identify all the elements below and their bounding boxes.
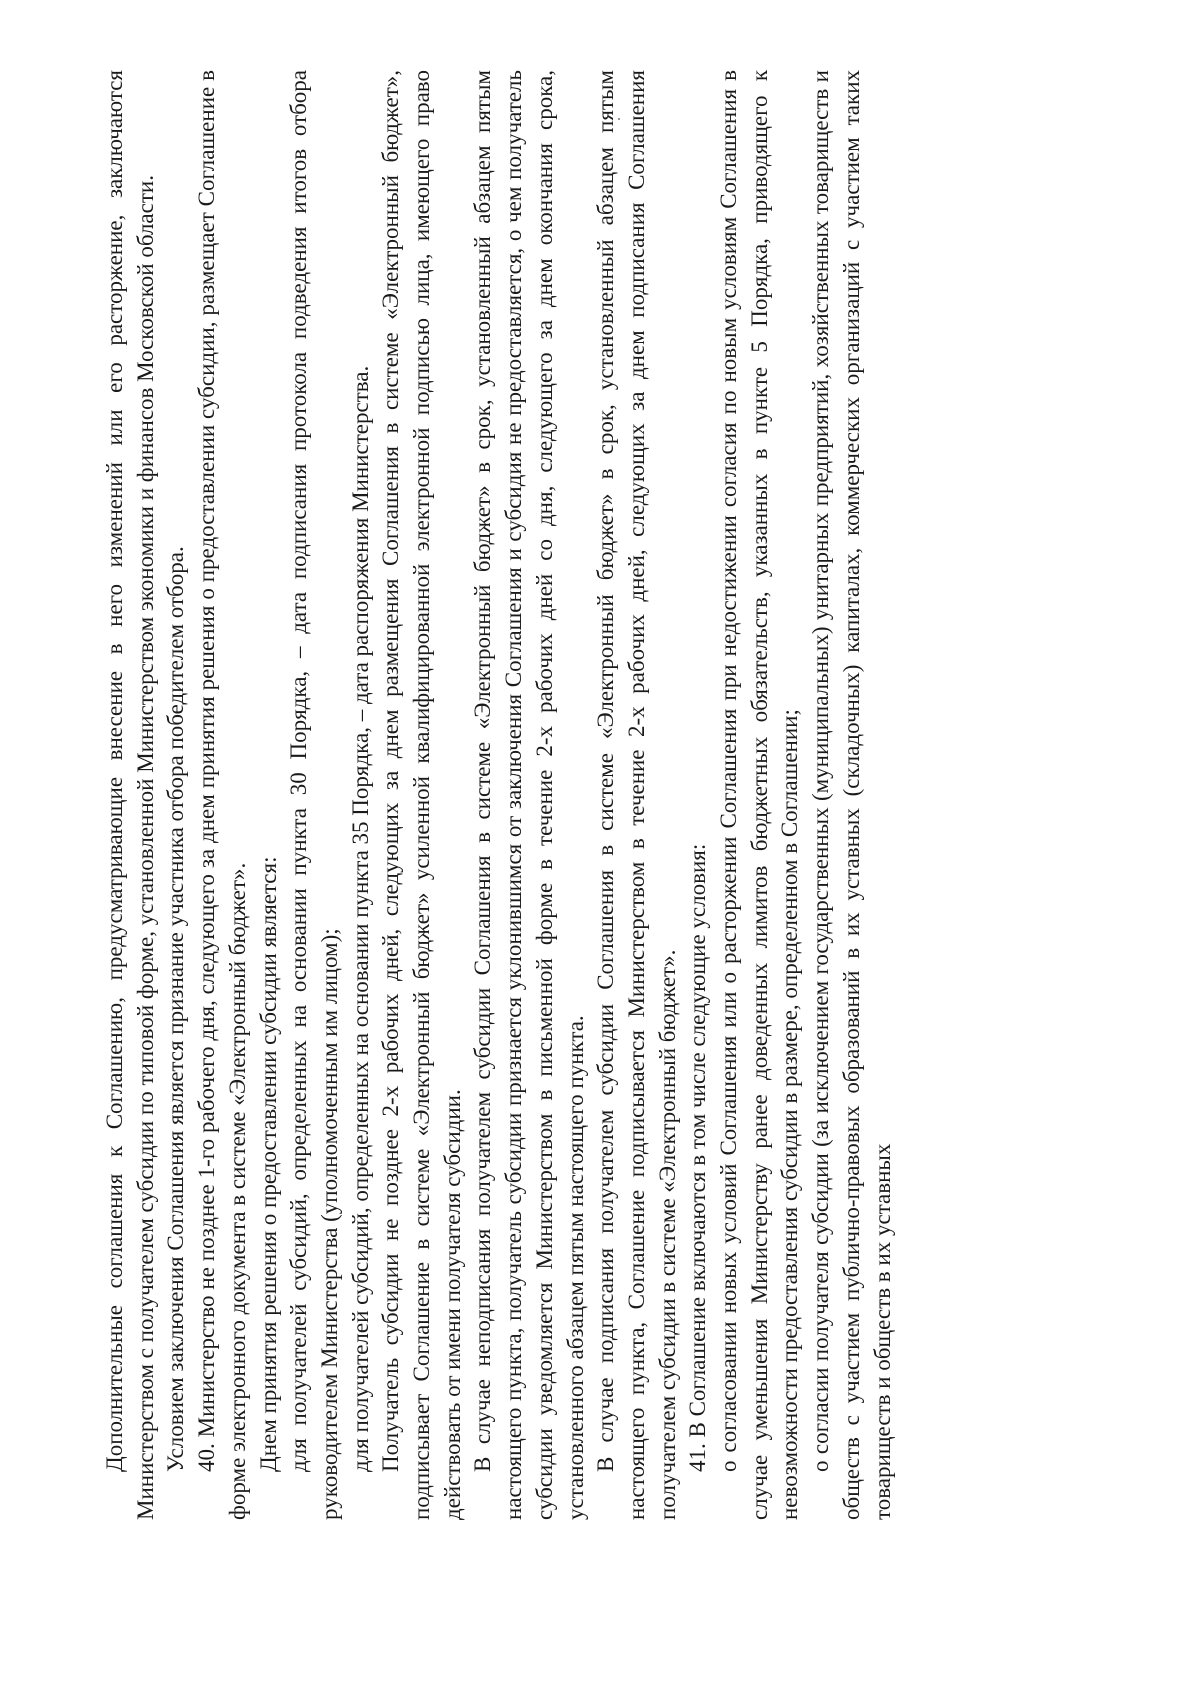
paragraph-signing: В случае подписания получателем субсидии Соглашения в системе «Электронный бюджет» в срок, установленный абзацем пятым настоящего пункта, Соглашение подписывается Министерством в течение 2-х рабочих дней, следующих за днем подписания Соглашения получателем субсидии в системе «Электронный бюджет». bbox=[593, 70, 680, 1520]
paragraph-recipient-signing: Получатель субсидии не позднее 2-х рабочих дней, следующих за днем размещения Соглашения в системе «Электронный бюджет», подписывает Соглашение в системе «Электронный бюджет» усиленной квалифицированной электронной подписью лица, имеющего право действовать от имени получателя субсидии. bbox=[378, 70, 465, 1520]
paragraph-non-signing: В случае неподписания получателем субсидии Соглашения в системе «Электронный бюджет» в срок, установленный абзацем пятым настоящего пункта, получатель субсидии признается уклонившимся от заключения Соглашения и субсидия не предоставляется, о чем получатель субсидии уведомляется Министерством в письменной форме в течение 2-х рабочих дней со дня, следующего за днем окончания срока, установленного абзацем пятым настоящего пункта. bbox=[470, 70, 588, 1520]
paragraph-clause-40: 40. Министерство не позднее 1-го рабочего дня, следующего за днем принятия решения о предоставлении субсидии, размещает Соглашение в форме электронного документа в системе «Электронный бюджет». bbox=[194, 70, 250, 1520]
paragraph-condition-of-conclusion: Условием заключения Соглашения является признание участника отбора победителем отбора. bbox=[163, 546, 189, 1472]
paragraph-recipient-consent: о согласии получателя субсидии (за исключением государственных (муниципальных) унитарных предприятий, хозяйственных товариществ и обществ с участием публично-правовых образований в их уставных (складочных) капиталах, коммерческих организаций с участием таких товариществ и обществ в их уставных bbox=[808, 70, 895, 1520]
paragraph-new-conditions: о согласовании новых условий Соглашения или о расторжении Соглашения при недостижении согласия по новым условиям Соглашения в случае уменьшения Министерству ранее доведенных лимитов бюджетных обязательств, указанных в пункте 5 Порядка, приводящего к невозможности предоставления субсидии в размере, определенном в Соглашении; bbox=[716, 70, 803, 1520]
rotated-page-content bbox=[100, 70, 1060, 1520]
paragraph-additional-agreements: Дополнительные соглашения к Соглашению, предусматривающие внесение в него изменений или его расторжение, заключаются Министерством с получателем субсидии по типовой форме, установленной Министерством экономики и финансов Московской области. bbox=[102, 70, 158, 1520]
paragraph-decision-date: Днем принятия решения о предоставлении субсидии является: bbox=[255, 856, 281, 1472]
paragraph-decision-date-item-30: для получателей субсидий, определенных на основании пункта 30 Порядка, – дата подписания протокола подведения итогов отбора руководителем Министерства (уполномоченным им лицом); bbox=[286, 70, 342, 1520]
document-body bbox=[100, 70, 898, 1520]
paragraph-clause-41: 41. В Соглашение включаются в том числе следующие условия: bbox=[685, 843, 711, 1472]
paragraph-decision-date-item-35: для получателей субсидий, определенных на основании пункта 35 Порядка, – дата распоряжения Министерства. bbox=[347, 365, 373, 1472]
